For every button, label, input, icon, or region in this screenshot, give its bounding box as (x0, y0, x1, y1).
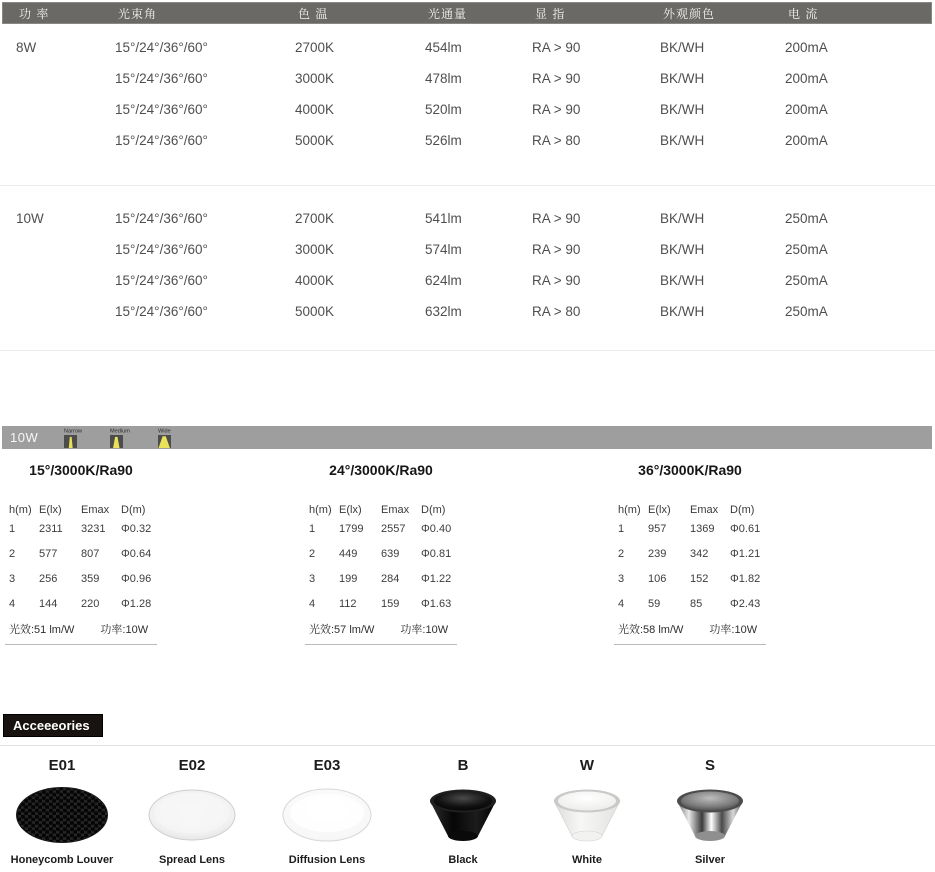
cri-cell: RA > 90 (532, 273, 581, 288)
photometry-table-header: h(m) E(lx) Emax D(m) (309, 504, 446, 516)
accessory-name: Honeycomb Louver (10, 854, 114, 866)
table-row: 2 239 342 Φ1.21 (618, 547, 761, 560)
cct-cell: 4000K (295, 102, 335, 117)
cct-cell: 3000K (295, 242, 335, 257)
current-cell: 200mA (785, 102, 828, 117)
photometry-table-header: h(m) E(lx) Emax D(m) (9, 504, 146, 516)
flux-cell: 454lm (425, 40, 462, 55)
beam-cell: 15°/24°/36°/60° (115, 40, 208, 55)
current-cell: 250mA (785, 242, 828, 257)
accessory-code: W (579, 757, 595, 774)
silver-reflector-image (645, 777, 775, 853)
current-cell: 250mA (785, 211, 828, 226)
flux-cell: 526lm (425, 133, 462, 148)
beam-cell: 15°/24°/36°/60° (115, 133, 208, 148)
accessory-name: Diffusion Lens (288, 854, 366, 866)
narrow-beam (64, 427, 87, 448)
cct-cell: 2700K (295, 211, 335, 226)
black-reflector-image (398, 777, 528, 853)
finish-cell: BK/WH (660, 133, 705, 148)
finish-cell: BK/WH (660, 71, 705, 86)
power-value: 功率:10W (709, 624, 758, 636)
table-row: 4 144 220 Φ1.28 (9, 597, 152, 610)
wide-beam-label: Wide (157, 428, 171, 434)
beam-cell: 15°/24°/36°/60° (115, 304, 208, 319)
photometry-section-bar (2, 426, 932, 449)
table-row (0, 32, 935, 63)
table-row: 4 112 159 Φ1.63 (309, 597, 452, 610)
cri-cell: RA > 90 (532, 102, 581, 117)
finish-cell: BK/WH (660, 40, 705, 55)
photometry-table-36deg (614, 462, 776, 645)
wide-beam (158, 427, 174, 448)
cct-cell: 5000K (295, 304, 335, 319)
table-row: 3 106 152 Φ1.82 (618, 572, 761, 585)
photometry-table-footer (5, 621, 157, 645)
beam-icon-group (64, 427, 173, 448)
photometry-table-24deg (305, 462, 467, 645)
table-row: 1 2311 3231 Φ0.32 (9, 522, 152, 535)
photometry-table-footer (614, 621, 766, 645)
cri-cell: RA > 90 (532, 40, 581, 55)
beam-cell: 15°/24°/36°/60° (115, 102, 208, 117)
accessory-reflector-black (398, 757, 528, 866)
white-reflector-image (522, 777, 652, 853)
current-cell: 200mA (785, 40, 828, 55)
power-value: 功率:10W (400, 624, 449, 636)
current-cell: 200mA (785, 71, 828, 86)
accessory-name: Black (448, 854, 478, 866)
beam-cell: 15°/24°/36°/60° (115, 242, 208, 257)
accessory-code: B (457, 757, 469, 774)
table-row (0, 265, 935, 296)
cct-cell: 4000K (295, 273, 335, 288)
efficacy-value: 光效:58 lm/W (618, 624, 684, 636)
cct-cell: 2700K (295, 40, 335, 55)
power-value: 功率:10W (100, 624, 149, 636)
accessory-spread-lens (127, 757, 257, 866)
medium-beam-icon (110, 435, 123, 448)
table-row (0, 296, 935, 327)
photometry-table-footer (305, 621, 457, 645)
accessories-divider (0, 745, 935, 746)
accessory-reflector-silver (645, 757, 775, 866)
finish-cell: BK/WH (660, 211, 705, 226)
accessory-code: E03 (313, 757, 341, 774)
accessory-reflector-white (522, 757, 652, 866)
section-divider (0, 350, 935, 351)
table-row: 4 59 85 Φ2.43 (618, 597, 761, 610)
accessory-code: E02 (178, 757, 206, 774)
header-power: 功 率 (19, 6, 50, 21)
section-divider (0, 185, 935, 186)
honeycomb-louver-image (0, 777, 127, 853)
cri-cell: RA > 90 (532, 242, 581, 257)
finish-cell: BK/WH (660, 242, 705, 257)
power-cell: 10W (16, 211, 44, 226)
flux-cell: 541lm (425, 211, 462, 226)
header-current: 电 流 (788, 6, 819, 21)
medium-beam-label: Medium (109, 428, 130, 434)
beam-cell: 15°/24°/36°/60° (115, 273, 208, 288)
current-cell: 250mA (785, 273, 828, 288)
beam-cell: 15°/24°/36°/60° (115, 211, 208, 226)
wide-beam-icon (158, 435, 171, 448)
accessory-name: White (572, 854, 602, 866)
photometry-table-title: 15°/3000K/Ra90 (29, 462, 133, 478)
cri-cell: RA > 90 (532, 211, 581, 226)
accessory-name: Silver (695, 854, 725, 866)
table-row: 3 256 359 Φ0.96 (9, 572, 152, 585)
table-row (0, 125, 935, 156)
beam-cell: 15°/24°/36°/60° (115, 71, 208, 86)
cri-cell: RA > 80 (532, 133, 581, 148)
table-row: 1 957 1369 Φ0.61 (618, 522, 761, 535)
accessory-name: Spread Lens (158, 854, 226, 866)
photometry-table-title: 24°/3000K/Ra90 (329, 462, 433, 478)
efficacy-value: 光效:57 lm/W (309, 624, 375, 636)
accessories-title: Acceeeories (3, 714, 103, 737)
flux-cell: 624lm (425, 273, 462, 288)
current-cell: 200mA (785, 133, 828, 148)
header-flux: 光通量 (428, 6, 468, 21)
finish-cell: BK/WH (660, 273, 705, 288)
medium-beam (110, 427, 135, 448)
finish-cell: BK/WH (660, 304, 705, 319)
finish-cell: BK/WH (660, 102, 705, 117)
accessory-code: E01 (48, 757, 76, 774)
header-cct: 色 温 (298, 6, 329, 21)
accessory-code: S (704, 757, 715, 774)
cct-cell: 5000K (295, 133, 335, 148)
flux-cell: 478lm (425, 71, 462, 86)
spec-table-header (2, 2, 932, 24)
photometry-table-15deg (5, 462, 167, 645)
spec-group-8w (0, 32, 935, 156)
cct-cell: 3000K (295, 71, 335, 86)
efficacy-value: 光效:51 lm/W (9, 624, 75, 636)
flux-cell: 574lm (425, 242, 462, 257)
photometry-power-label: 10W (10, 430, 39, 445)
cri-cell: RA > 90 (532, 71, 581, 86)
photometry-table-header: h(m) E(lx) Emax D(m) (618, 504, 755, 516)
spread-lens-image (127, 777, 257, 853)
power-cell: 8W (16, 40, 37, 55)
spec-group-10w (0, 203, 935, 327)
accessory-honeycomb-louver (0, 757, 127, 866)
flux-cell: 632lm (425, 304, 462, 319)
accessory-diffusion-lens (262, 757, 392, 866)
table-row: 2 577 807 Φ0.64 (9, 547, 152, 560)
current-cell: 250mA (785, 304, 828, 319)
table-row (0, 234, 935, 265)
diffusion-lens-image (262, 777, 392, 853)
table-row: 1 1799 2557 Φ0.40 (309, 522, 452, 535)
table-row: 2 449 639 Φ0.81 (309, 547, 452, 560)
header-finish: 外观颜色 (663, 6, 716, 21)
table-row (0, 94, 935, 125)
table-row (0, 203, 935, 234)
table-row: 3 199 284 Φ1.22 (309, 572, 452, 585)
photometry-table-title: 36°/3000K/Ra90 (638, 462, 742, 478)
cri-cell: RA > 80 (532, 304, 581, 319)
narrow-beam-label: Narrow (64, 428, 83, 434)
narrow-beam-icon (64, 435, 77, 448)
flux-cell: 520lm (425, 102, 462, 117)
table-row (0, 63, 935, 94)
header-cri: 显 指 (535, 6, 566, 21)
header-beam: 光束角 (118, 6, 158, 21)
